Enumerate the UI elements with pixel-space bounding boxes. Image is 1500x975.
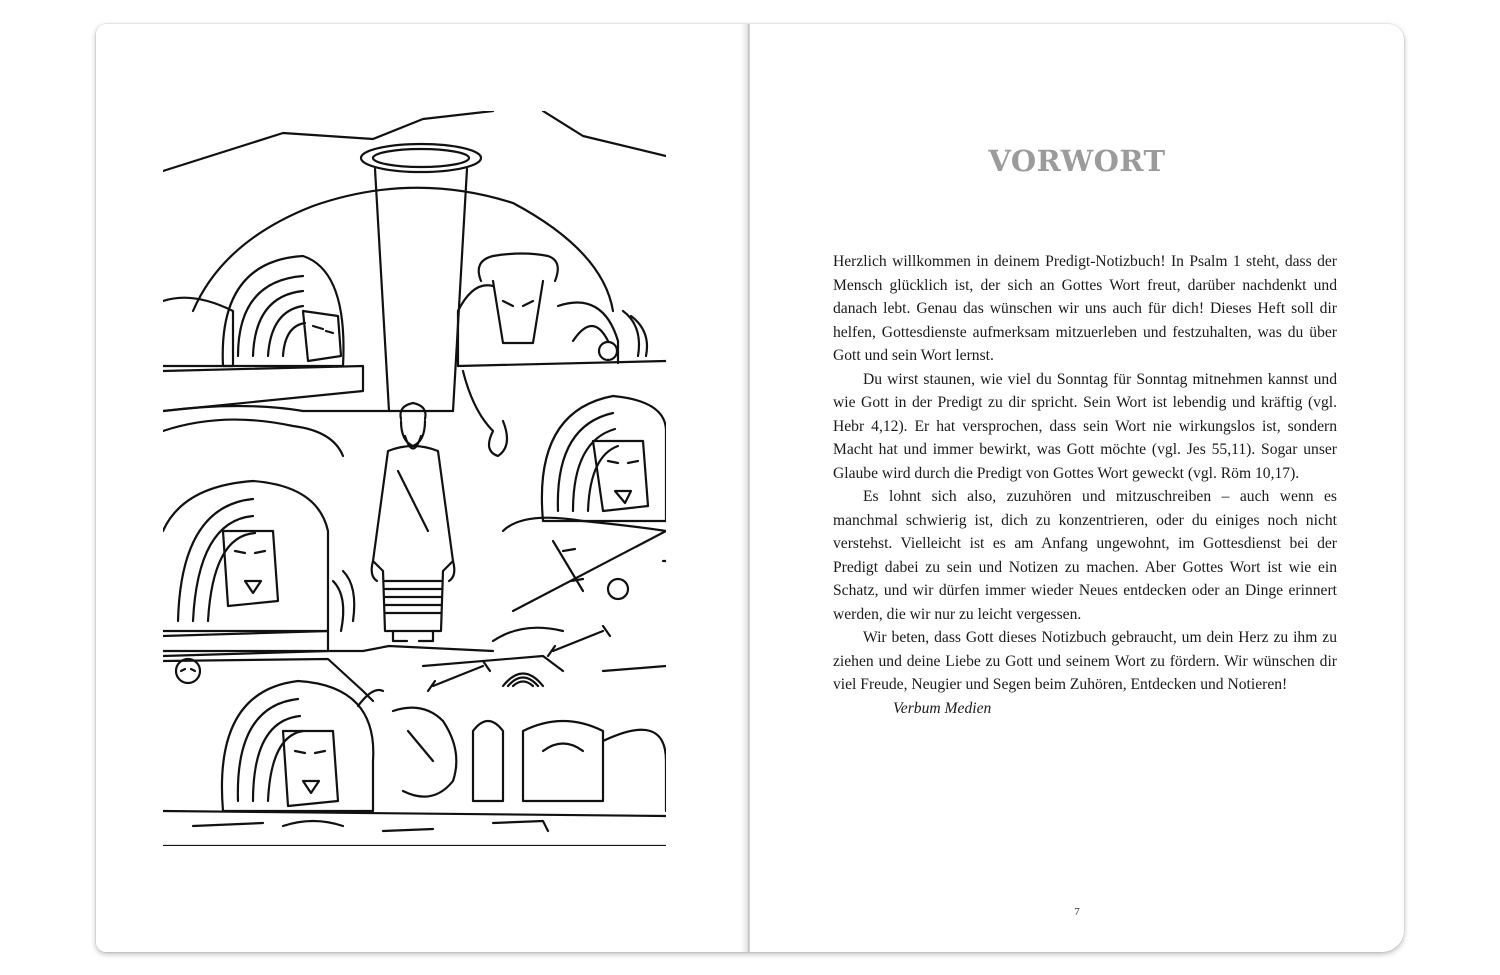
right-page — [750, 24, 1404, 952]
lions-den-illustration — [163, 111, 666, 846]
signature: Verbum Medien — [893, 699, 992, 717]
left-page — [96, 24, 748, 952]
lion-upper-left — [163, 256, 363, 411]
paragraph-1: Herzlich willkommen in deinem Predigt-Notizbuch! In Psalm 1 steht, dass der Mensch glücklich ist, der sich an Gottes Wort freut, darüber nachdenkt und danach lebt. Genau das wünschen wir uns auch für dich! Dieses Heft soll dir helfen, Gottesdienste aufmerksam mitzuerleben und festzuhalten, was du über Gott und sein Wort lernst. — [833, 253, 1337, 364]
paragraph-4: Wir beten, dass Gott dieses Notizbuch gebraucht, um dein Herz zu ihm zu ziehen und deine Liebe zu Gott und seinem Wort zu fördern. Wir wünschen dir viel Freude, Neugier und Segen beim Zuhören, Entdecken und Notieren! — [833, 629, 1337, 693]
prophet-figure — [372, 403, 455, 641]
foreword-text — [833, 250, 1337, 720]
book-spread — [96, 24, 1404, 952]
page-title: VORWORT — [988, 144, 1166, 178]
lion-middle-right — [493, 396, 666, 656]
lion-middle-left — [163, 420, 354, 656]
paragraph-3: Es lohnt sich also, zuzuhören und mitzuschreiben – auch wenn es manchmal schwierig ist, dich zu konzentrieren, oder du einiges noch nicht verstehst. Vielleicht ist es am Anfang ungewohnt, im Gottesdienst bei der Predigt dabei zu sein und Notizen zu machen. Aber Gottes Wort ist wie ein Schatz, und wir dürfen immer wieder Neues entdecken oder an Dinge erinnert werden, die wir nur zu leicht vergessen. — [833, 488, 1337, 623]
lion-bottom — [163, 656, 666, 846]
page-number: 7 — [1074, 906, 1080, 918]
paragraph-2: Du wirst staunen, wie viel du Sonntag für Sonntag mitnehmen kannst und wie Gott in der Predigt zu dir spricht. Sein Wort ist lebendig und kräftig (vgl. Hebr 4,12). Er hat versprochen, dass sein Wort nie wirkungslos ist, sondern Macht hat und immer bewirkt, was Gott möchte (vgl. Jes 55,11). Sogar unser Glaube wird durch die Predigt von Gottes Wort geweckt (vgl. Röm 10,17). — [833, 370, 1337, 482]
